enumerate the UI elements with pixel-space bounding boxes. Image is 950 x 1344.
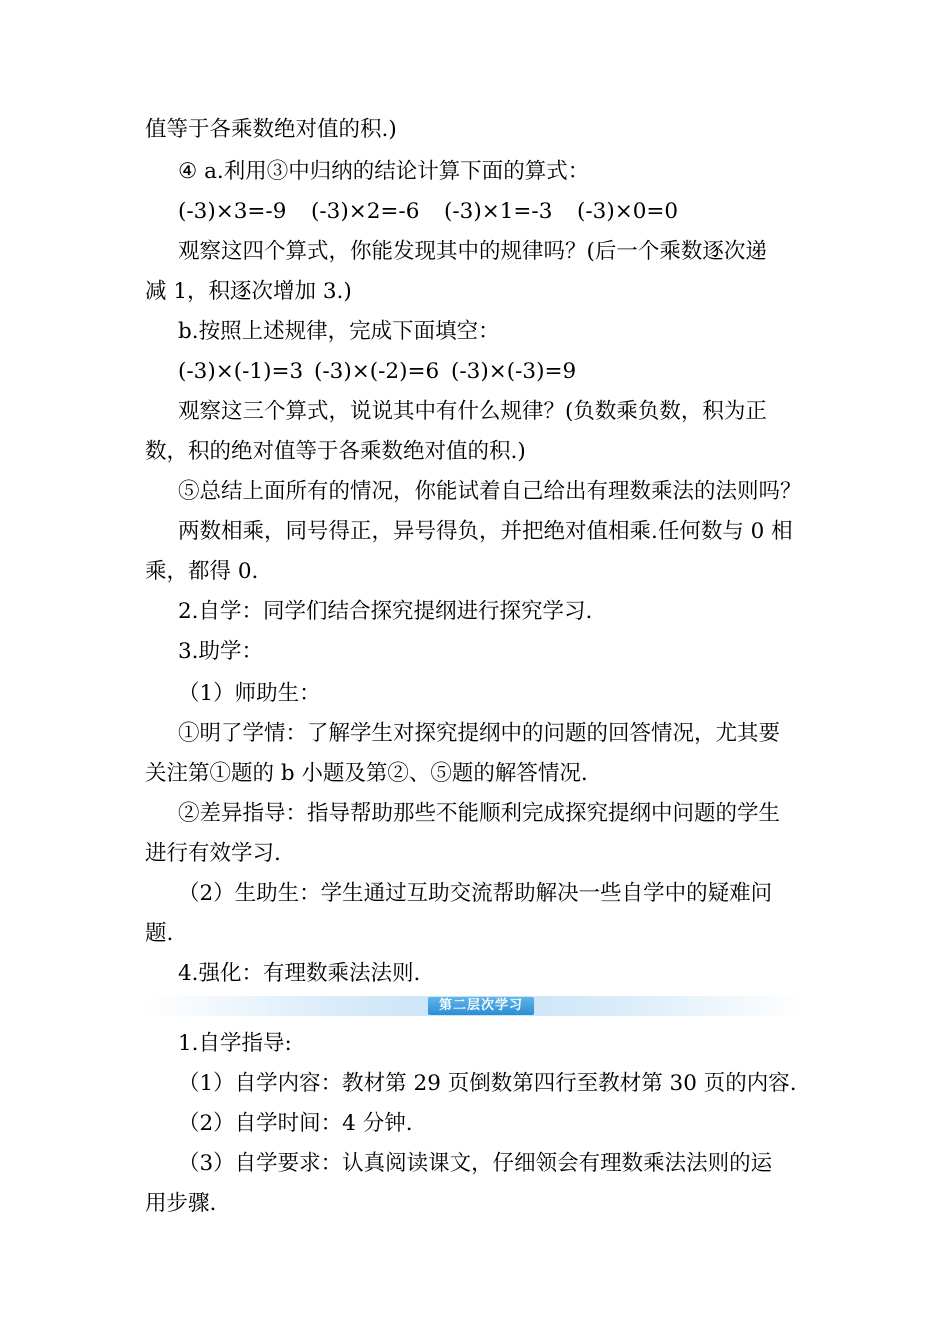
text-line: 题. — [145, 921, 174, 946]
text-line: 乘，都得 0. — [145, 559, 259, 584]
text-line: 观察这四个算式，你能发现其中的规律吗？(后一个乘数逐次递 — [178, 239, 767, 264]
text-line: 用步骤. — [145, 1191, 217, 1216]
text-line: （2）生助生：学生通过互助交流帮助解决一些自学中的疑难问 — [178, 881, 773, 906]
text-line: 观察这三个算式，说说其中有什么规律？(负数乘负数，积为正 — [178, 399, 767, 424]
text-line: b.按照上述规律，完成下面填空： — [178, 319, 500, 344]
text-line: （2）自学时间：4 分钟. — [178, 1111, 413, 1136]
text-line: 3.助学： — [178, 639, 264, 664]
text-line: 进行有效学习. — [145, 841, 281, 866]
section-banner-label: 第二层次学习 — [428, 997, 534, 1015]
text-line: 减 1，积逐次增加 3.) — [145, 279, 352, 304]
text-line: （1）自学内容：教材第 29 页倒数第四行至教材第 30 页的内容. — [178, 1071, 797, 1096]
equation: (-3)×2=-6 — [311, 199, 420, 224]
text-line: （1）师助生： — [178, 681, 321, 706]
equation: (-3)×3=-9 — [178, 199, 287, 224]
equation: (-3)×(-1)=3 — [178, 359, 304, 384]
text-line: ②差异指导：指导帮助那些不能顺利完成探究提纲中问题的学生 — [178, 801, 781, 826]
equation: (-3)×(-2)=6 — [314, 359, 440, 384]
text-line: （3）自学要求：认真阅读课文，仔细领会有理数乘法法则的运 — [178, 1151, 773, 1176]
text-line: 4.强化：有理数乘法法则. — [178, 961, 421, 986]
text-line: 2.自学：同学们结合探究提纲进行探究学习. — [178, 599, 593, 624]
text-line: 值等于各乘数绝对值的积.) — [145, 117, 397, 142]
equation: (-3)×(-3)=9 — [451, 359, 577, 384]
text-line: 两数相乘，同号得正，异号得负，并把绝对值相乘.任何数与 0 相 — [178, 519, 793, 544]
text-line: ④ a.利用③中归纳的结论计算下面的算式： — [178, 159, 590, 184]
text-line: ⑤总结上面所有的情况，你能试着自己给出有理数乘法的法则吗？ — [178, 479, 802, 504]
text-line: 关注第①题的 b 小题及第②、⑤题的解答情况. — [145, 761, 588, 786]
text-line: 1.自学指导: — [178, 1031, 292, 1056]
equation: (-3)×0=0 — [577, 199, 679, 224]
text-line: 数，积的绝对值等于各乘数绝对值的积.) — [145, 439, 526, 464]
text-line: ①明了学情：了解学生对探究提纲中的问题的回答情况，尤其要 — [178, 721, 781, 746]
equation: (-3)×1=-3 — [444, 199, 553, 224]
